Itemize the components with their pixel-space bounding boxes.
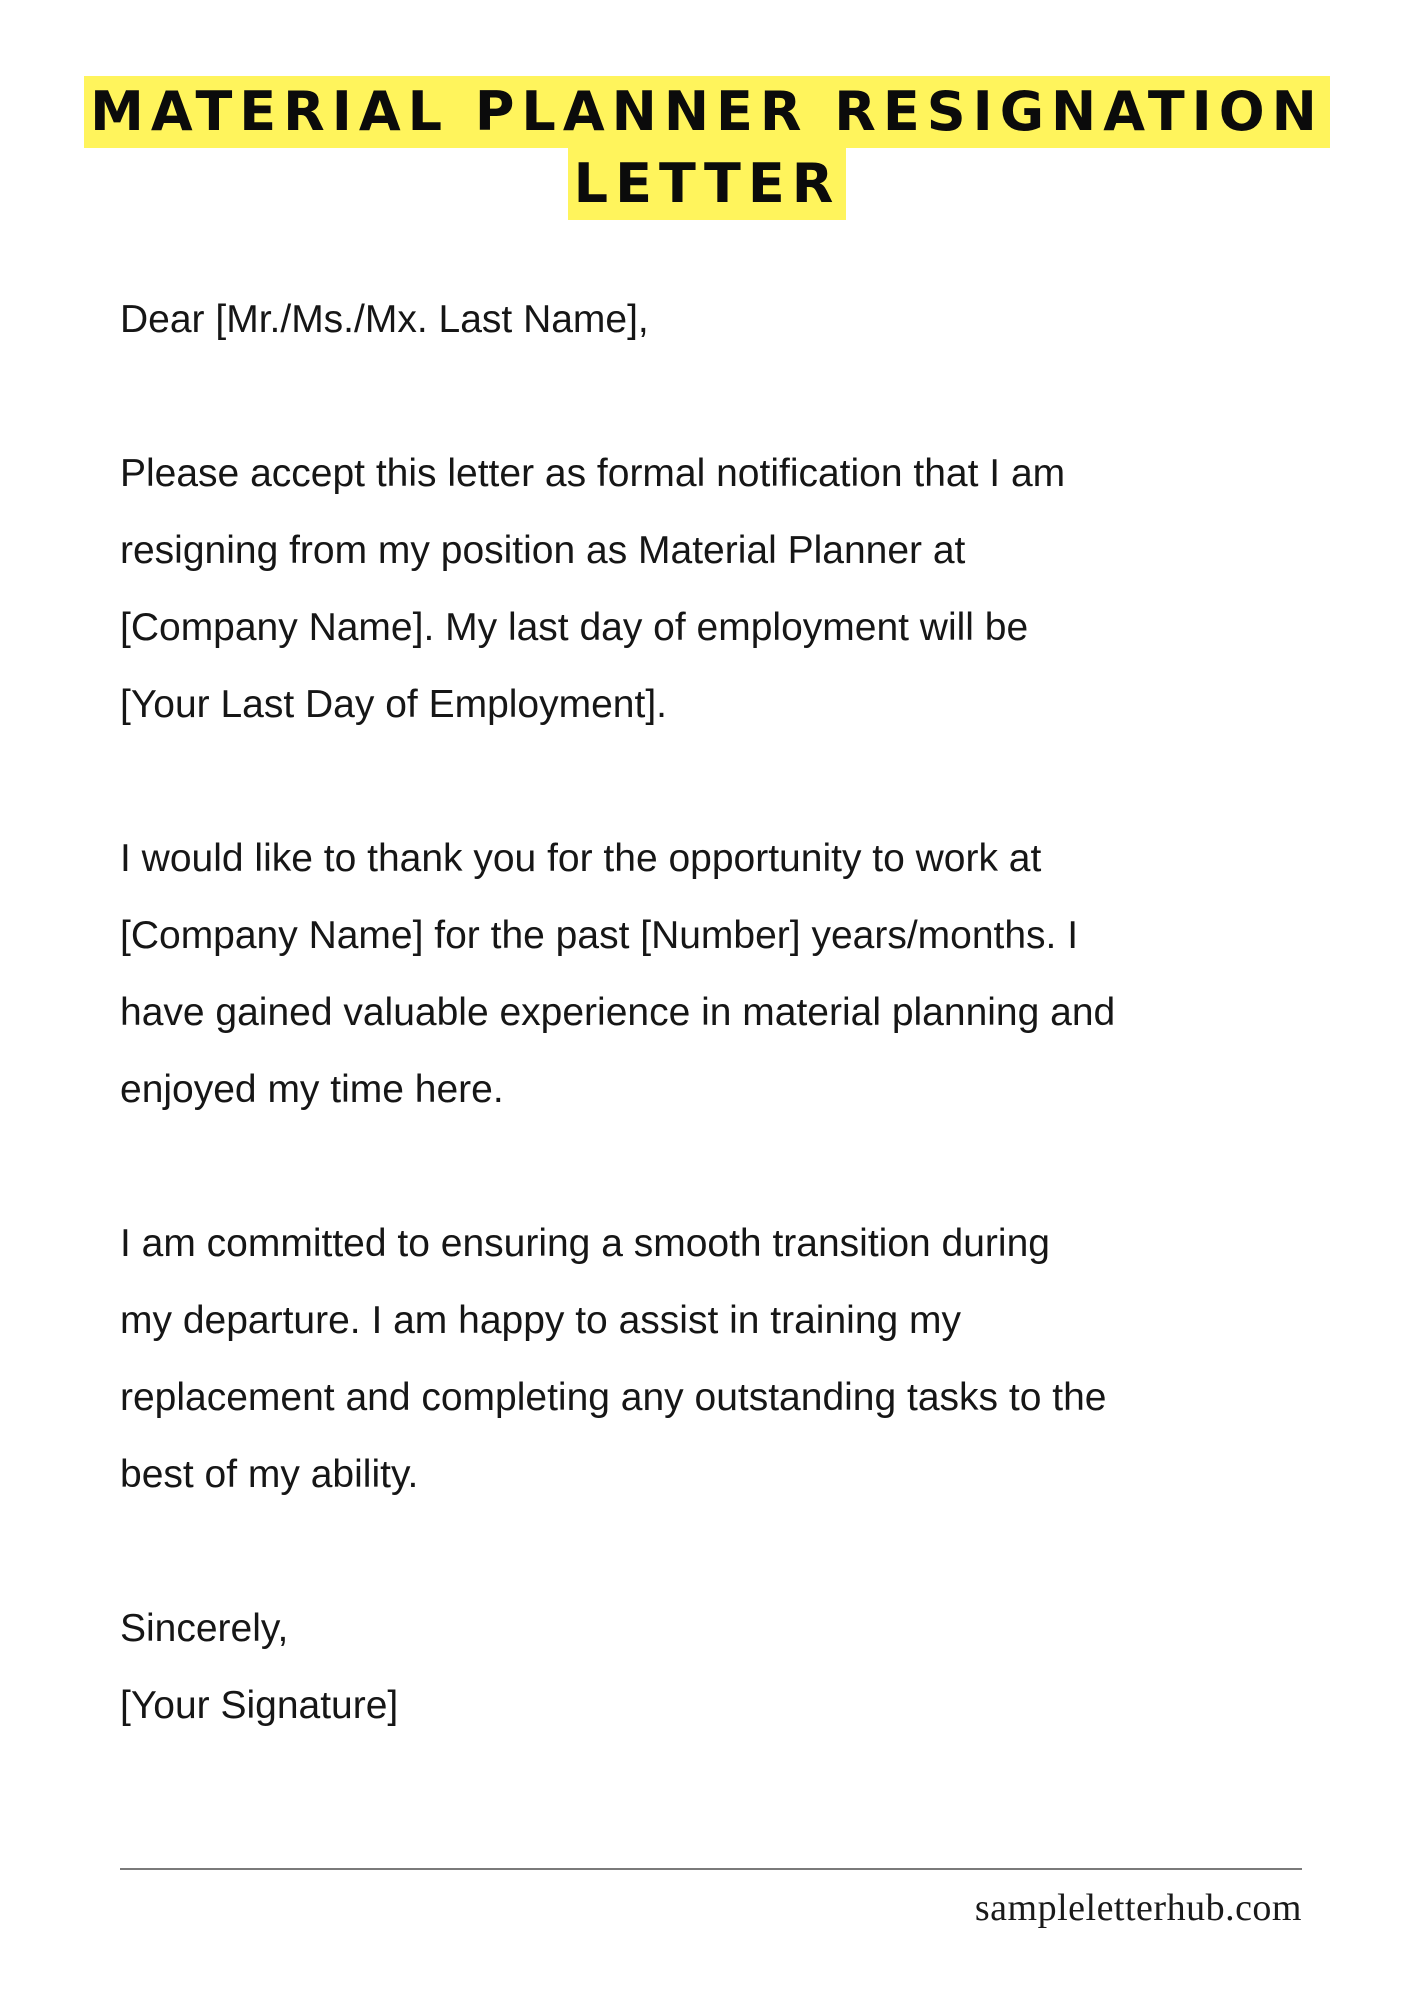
paragraph-gap bbox=[120, 1513, 1370, 1590]
paragraph-3-line: best of my ability. bbox=[120, 1453, 419, 1496]
closing: Sincerely, bbox=[120, 1607, 289, 1650]
paragraph-2-line: [Company Name] for the past [Number] years/months. I bbox=[120, 914, 1079, 957]
paragraph-gap bbox=[120, 743, 1370, 820]
paragraph-gap bbox=[120, 358, 1370, 435]
paragraph-2-line: have gained valuable experience in material planning and bbox=[120, 991, 1116, 1034]
paragraph-2-line: enjoyed my time here. bbox=[120, 1068, 504, 1111]
title-line-2: LETTER bbox=[568, 148, 847, 220]
paragraph-3-line: my departure. I am happy to assist in training my bbox=[120, 1299, 962, 1342]
paragraph-1-line: [Your Last Day of Employment]. bbox=[120, 683, 667, 726]
paragraph-3 bbox=[120, 1205, 1370, 1513]
paragraph-1-line: Please accept this letter as formal notification that I am bbox=[120, 452, 1066, 495]
paragraph-1-line: resigning from my position as Material Planner at bbox=[120, 529, 966, 572]
letter-title bbox=[0, 76, 1414, 220]
title-line-1: MATERIAL PLANNER RESIGNATION bbox=[84, 76, 1330, 148]
footer-divider bbox=[120, 1868, 1302, 1870]
paragraph-1 bbox=[120, 435, 1370, 743]
letter-body bbox=[120, 281, 1370, 1744]
paragraph-1-line: [Company Name]. My last day of employment will be bbox=[120, 606, 1029, 649]
salutation: Dear [Mr./Ms./Mx. Last Name], bbox=[120, 298, 649, 341]
paragraph-gap bbox=[120, 1128, 1370, 1205]
footer-site: sampleletterhub.com bbox=[974, 1887, 1302, 1929]
paragraph-2 bbox=[120, 820, 1370, 1128]
paragraph-3-line: replacement and completing any outstanding tasks to the bbox=[120, 1376, 1107, 1419]
paragraph-2-line: I would like to thank you for the opportunity to work at bbox=[120, 837, 1042, 880]
paragraph-3-line: I am committed to ensuring a smooth transition during bbox=[120, 1222, 1050, 1265]
signature-placeholder: [Your Signature] bbox=[120, 1684, 399, 1727]
